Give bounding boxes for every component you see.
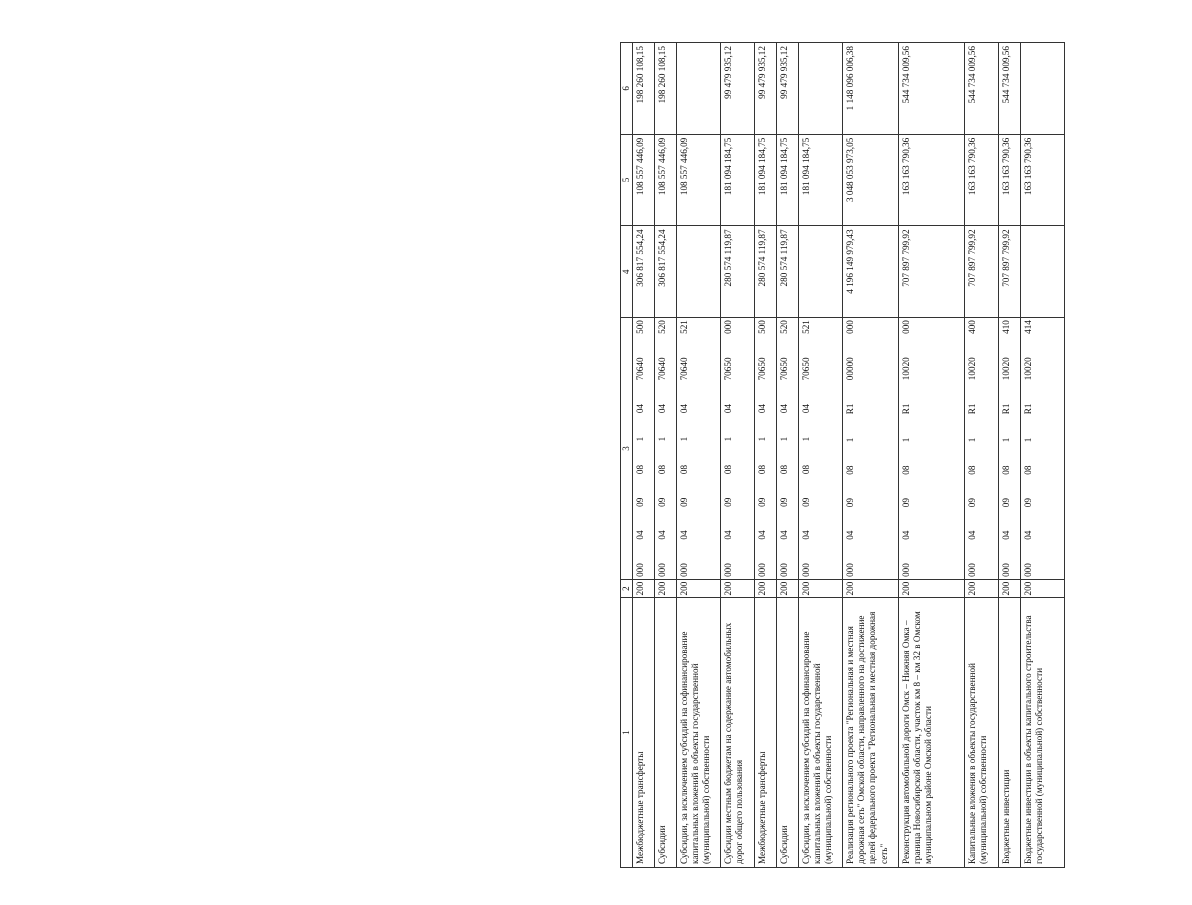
code-segment: 000: [757, 563, 767, 577]
code-segment: 09: [967, 498, 977, 508]
row-line-code: 200: [721, 579, 755, 597]
row-name: Бюджетные инвестиции в объекты капитального строительства государственной (муниципальной) собственности: [1021, 598, 1065, 868]
code-segments: [679, 320, 690, 577]
code-segment: 10020: [1023, 357, 1033, 381]
row-line-code: 200: [677, 579, 721, 597]
code-segment: 00000: [845, 357, 855, 381]
row-value-col-5: 181 094 184,75: [777, 134, 799, 226]
code-segment: 08: [779, 464, 789, 475]
code-segment: 09: [657, 497, 667, 507]
code-segment: 1: [723, 436, 733, 442]
row-value-col-6: [1021, 43, 1065, 135]
code-segment: 70650: [757, 357, 767, 381]
row-value-col-6: 544 734 009,56: [965, 43, 999, 135]
code-segment: 09: [635, 497, 645, 507]
code-segment: 000: [679, 563, 689, 577]
row-name: Реализация регионального проекта "Региональная и местная дорожная сеть" Омской области, направленного на достижение целей федерального проекта "Региональная и местная дорожная сеть": [843, 598, 899, 868]
code-segment: 08: [1001, 465, 1011, 475]
code-segment: 521: [801, 320, 811, 334]
row-value-col-4: 707 897 799,92: [999, 226, 1021, 318]
code-segment: 09: [757, 497, 767, 507]
code-segment: 1: [657, 436, 667, 442]
code-segments: [657, 320, 668, 577]
code-segment: 500: [757, 320, 767, 334]
table-row: [633, 43, 655, 868]
code-segment: 520: [779, 320, 789, 334]
row-classification-code: [999, 318, 1021, 580]
row-name: Субсидии: [655, 598, 677, 868]
col-header-5: 5: [621, 134, 633, 226]
row-value-col-4: 306 817 554,24: [633, 226, 655, 318]
code-segment: 04: [801, 530, 811, 540]
code-segment: R1: [967, 403, 977, 415]
row-line-code: 200: [999, 579, 1021, 597]
code-segments: [723, 320, 734, 577]
row-line-code: 200: [1021, 579, 1065, 597]
table-row: [655, 43, 677, 868]
code-segment: 1: [1023, 437, 1033, 443]
row-value-col-4: 707 897 799,92: [965, 226, 999, 318]
code-segment: 000: [845, 563, 855, 577]
code-segment: 09: [779, 497, 789, 507]
row-name: Межбюджетные трансферты: [755, 598, 777, 868]
code-segment: 04: [967, 530, 977, 540]
code-segment: 08: [1023, 465, 1033, 475]
code-segments: [967, 320, 978, 577]
row-value-col-4: 4 196 149 979,43: [843, 226, 899, 318]
row-classification-code: [899, 318, 965, 580]
code-segment: 04: [1001, 530, 1011, 540]
row-value-col-5: 181 094 184,75: [755, 134, 777, 226]
row-value-col-5: 163 163 790,36: [899, 134, 965, 226]
col-header-1: 1: [621, 598, 633, 868]
row-classification-code: [755, 318, 777, 580]
code-segment: 000: [967, 563, 977, 577]
code-segment: 09: [723, 497, 733, 507]
row-value-col-4: [799, 226, 843, 318]
row-line-code: 200: [633, 579, 655, 597]
code-segment: 04: [657, 530, 667, 540]
row-line-code: 200: [655, 579, 677, 597]
row-classification-code: [799, 318, 843, 580]
code-segment: 04: [845, 530, 855, 540]
code-segment: 000: [779, 563, 789, 577]
table-row: [999, 43, 1021, 868]
row-value-col-5: 3 048 053 973,05: [843, 134, 899, 226]
table-row: [677, 43, 721, 868]
code-segment: 08: [967, 465, 977, 475]
code-segment: 04: [1023, 530, 1033, 540]
row-value-col-4: 280 574 119,87: [721, 226, 755, 318]
code-segment: 1: [901, 437, 911, 443]
code-segment: 70640: [657, 357, 667, 381]
row-value-col-4: 280 574 119,87: [777, 226, 799, 318]
table-body: [633, 43, 1065, 868]
code-segment: 09: [845, 498, 855, 508]
row-name: Капитальные вложения в объекты государственной (муниципальной) собственности: [965, 598, 999, 868]
row-classification-code: [677, 318, 721, 580]
code-segments: [845, 320, 856, 577]
code-segment: 1: [757, 436, 767, 442]
code-segment: 000: [801, 563, 811, 577]
row-classification-code: [721, 318, 755, 580]
row-classification-code: [777, 318, 799, 580]
col-header-2: 2: [621, 579, 633, 597]
row-name: Субсидии, за исключением субсидий на софинансирование капитальных вложений в объекты государственной (муниципальной) собственности: [799, 598, 843, 868]
code-segment: 70640: [679, 357, 689, 381]
row-line-code: 200: [799, 579, 843, 597]
code-segment: 10020: [1001, 357, 1011, 381]
code-segment: 414: [1023, 320, 1033, 334]
code-segment: 04: [901, 530, 911, 540]
header-row: [621, 43, 633, 868]
row-line-code: 200: [965, 579, 999, 597]
code-segment: 410: [1001, 320, 1011, 334]
code-segment: 08: [901, 465, 911, 475]
code-segment: 000: [723, 320, 733, 334]
code-segment: 08: [679, 464, 689, 475]
code-segment: 70640: [635, 357, 645, 381]
code-segment: 04: [757, 530, 767, 540]
code-segments: [801, 320, 812, 577]
row-value-col-4: 280 574 119,87: [755, 226, 777, 318]
row-value-col-6: 198 260 108,15: [633, 43, 655, 135]
row-name: Субсидии: [777, 598, 799, 868]
code-segment: 04: [657, 403, 667, 414]
row-value-col-4: 707 897 799,92: [899, 226, 965, 318]
row-value-col-5: 163 163 790,36: [965, 134, 999, 226]
code-segment: 10020: [967, 357, 977, 381]
code-segment: 04: [757, 403, 767, 414]
code-segment: 08: [845, 465, 855, 475]
code-segment: 08: [723, 464, 733, 475]
row-value-col-5: 181 094 184,75: [721, 134, 755, 226]
code-segment: 1: [801, 436, 811, 442]
table-row: [899, 43, 965, 868]
row-value-col-6: [799, 43, 843, 135]
code-segment: 09: [901, 498, 911, 508]
code-segment: 000: [635, 563, 645, 577]
row-value-col-6: 198 260 108,15: [655, 43, 677, 135]
row-value-col-4: [677, 226, 721, 318]
row-value-col-4: 306 817 554,24: [655, 226, 677, 318]
row-value-col-5: 108 557 446,09: [655, 134, 677, 226]
code-segments: [779, 320, 790, 577]
report-page: [620, 42, 1192, 868]
row-value-col-5: 108 557 446,09: [677, 134, 721, 226]
row-value-col-5: 108 557 446,09: [633, 134, 655, 226]
code-segment: 08: [657, 464, 667, 475]
code-segment: 04: [801, 403, 811, 414]
row-value-col-6: 544 734 009,56: [999, 43, 1021, 135]
row-classification-code: [843, 318, 899, 580]
code-segment: 09: [801, 497, 811, 507]
code-segment: 1: [679, 436, 689, 442]
row-name: Субсидии, за исключением субсидий на софинансирование капитальных вложений в объекты государственной (муниципальной) собственности: [677, 598, 721, 868]
row-classification-code: [1021, 318, 1065, 580]
row-name: Реконструкция автомобильной дороги Омск – Нижняя Омка – граница Новосибирской области, участок км 8 – км 32 в Омском муниципальном районе Омской области: [899, 598, 965, 868]
row-classification-code: [655, 318, 677, 580]
code-segment: 10020: [901, 357, 911, 381]
code-segment: 08: [757, 464, 767, 475]
code-segment: 04: [723, 403, 733, 414]
form-title: [630, 0, 640, 18]
row-value-col-6: 99 479 935,12: [777, 43, 799, 135]
code-segment: 1: [779, 436, 789, 442]
report-table: [620, 42, 1065, 868]
code-segments: [1023, 320, 1034, 577]
code-segment: 04: [679, 403, 689, 414]
row-line-code: 200: [777, 579, 799, 597]
row-line-code: 200: [755, 579, 777, 597]
code-segment: R1: [901, 403, 911, 415]
code-segments: [1001, 320, 1012, 577]
code-segment: 09: [1023, 498, 1033, 508]
row-line-code: 200: [899, 579, 965, 597]
col-header-4: 4: [621, 226, 633, 318]
row-value-col-6: 99 479 935,12: [721, 43, 755, 135]
code-segment: 09: [1001, 498, 1011, 508]
table-row: [777, 43, 799, 868]
row-name: Межбюджетные трансферты: [633, 598, 655, 868]
row-value-col-5: 181 094 184,75: [799, 134, 843, 226]
code-segment: 04: [779, 403, 789, 414]
code-segment: 09: [679, 497, 689, 507]
table-row: [1021, 43, 1065, 868]
code-segment: 1: [845, 437, 855, 443]
code-segment: 1: [635, 436, 645, 442]
code-segment: 70650: [801, 357, 811, 381]
code-segment: 08: [801, 464, 811, 475]
table-row: [965, 43, 999, 868]
row-classification-code: [965, 318, 999, 580]
code-segment: 400: [967, 320, 977, 334]
row-value-col-6: [677, 43, 721, 135]
row-line-code: 200: [843, 579, 899, 597]
table-row: [799, 43, 843, 868]
code-segment: 500: [635, 320, 645, 334]
code-segment: 70650: [723, 357, 733, 381]
code-segments: [757, 320, 768, 577]
code-segment: 000: [901, 320, 911, 334]
code-segment: 521: [679, 320, 689, 334]
code-segment: R1: [845, 403, 855, 415]
code-segment: 520: [657, 320, 667, 334]
code-segment: 000: [845, 320, 855, 334]
code-segment: R1: [1001, 403, 1011, 415]
row-value-col-5: 163 163 790,36: [999, 134, 1021, 226]
code-segment: R1: [1023, 403, 1033, 415]
table-row: [843, 43, 899, 868]
code-segment: 04: [679, 530, 689, 540]
row-value-col-6: 544 734 009,56: [899, 43, 965, 135]
code-segment: 000: [1023, 563, 1033, 577]
row-name: Бюджетные инвестиции: [999, 598, 1021, 868]
code-segment: 000: [1001, 563, 1011, 577]
code-segment: 70650: [779, 357, 789, 381]
code-segment: 000: [901, 563, 911, 577]
code-segment: 1: [1001, 437, 1011, 443]
row-value-col-5: 163 163 790,36: [1021, 134, 1065, 226]
code-segments: [901, 320, 912, 577]
row-classification-code: [633, 318, 655, 580]
code-segment: 1: [967, 437, 977, 443]
col-header-3: 3: [621, 318, 633, 580]
code-segment: 08: [635, 464, 645, 475]
code-segments: [635, 320, 646, 577]
code-segment: 000: [657, 563, 667, 577]
row-value-col-6: 1 148 096 006,38: [843, 43, 899, 135]
code-segment: 04: [723, 530, 733, 540]
code-segment: 000: [723, 563, 733, 577]
row-name: Субсидии местным бюджетам на содержание автомобильных дорог общего пользования: [721, 598, 755, 868]
code-segment: 04: [635, 403, 645, 414]
code-segment: 04: [779, 530, 789, 540]
col-header-6: 6: [621, 43, 633, 135]
table-row: [755, 43, 777, 868]
table-row: [721, 43, 755, 868]
row-value-col-4: [1021, 226, 1065, 318]
row-value-col-6: 99 479 935,12: [755, 43, 777, 135]
code-segment: 04: [635, 530, 645, 540]
